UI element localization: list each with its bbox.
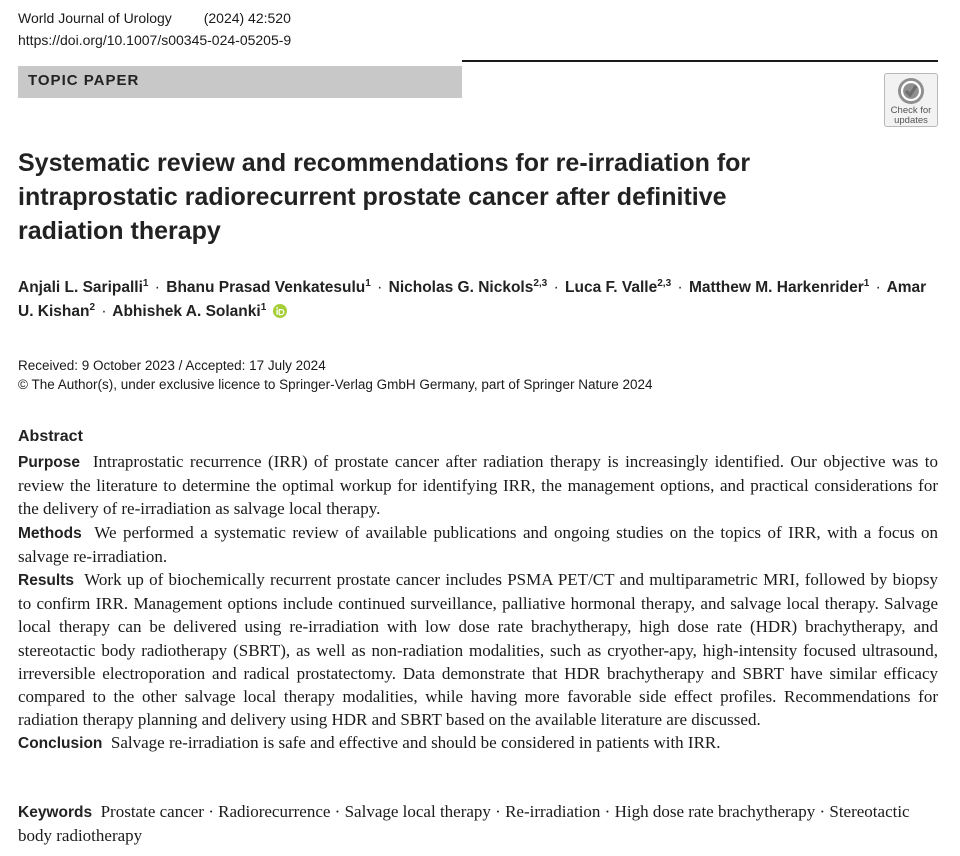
author-affiliation: 2,3 [657, 277, 672, 289]
author-separator: · [553, 279, 559, 296]
author-name[interactable]: Nicholas G. Nickols [388, 279, 534, 296]
author-name[interactable]: Matthew M. Harkenrider [688, 279, 864, 296]
author-separator: · [377, 279, 383, 296]
author-affiliation: 1 [142, 277, 149, 289]
author-affiliation: 2,3 [533, 277, 548, 289]
abstract-body [18, 450, 938, 756]
abstract-methods [18, 521, 938, 568]
author-separator: · [677, 279, 683, 296]
abstract-heading: Abstract [18, 428, 83, 445]
author-affiliation: 2 [89, 301, 96, 313]
author-name[interactable]: Anjali L. Saripalli [18, 279, 143, 296]
abstract-section-text: Work up of biochemically recurrent prostate cancer includes PSMA PET/CT and multiparametric MRI, followed by biopsy to confirm IRR. Management options include continued surveillance, palliative hormonal therapy, and salvage local therapy. Salvage local therapy can be delivered using re-irradiation with low dose rate brachytherapy, high dose rate (HDR) brachytherapy, and stereotactic body radiotherapy (SBRT), as well as non-radiation modalities, such as cryother-apy, high-intensity focused ultrasound, irreversible electroporation and radical prostatectomy. Data demonstrate that HDR brachytherapy and SBRT have similar efficacy compared to the other salvage local therapy modalities, while having more favorable side effect profiles. Recommendations for radiation therapy planning and delivery using HDR and SBRT based on the available literature are discussed. [18, 570, 938, 730]
author-separator: · [154, 279, 160, 296]
article-title: Systematic review and recommendations for re-irradiation for intraprostatic radiorecurrent prostate cancer after definitive radiation therapy [18, 149, 751, 245]
abstract-section-label: Methods [18, 524, 82, 542]
copyright: © The Author(s), under exclusive licence to Springer-Verlag GmbH Germany, part of Springer Nature 2024 [18, 377, 653, 392]
doi-link[interactable]: https://doi.org/10.1007/s00345-024-05205-9 [18, 32, 292, 48]
keywords [18, 800, 938, 847]
journal-volume: (2024) 42:520 [203, 10, 291, 26]
keywords-text: Prostate cancer · Radiorecurrence · Salvage local therapy · Re-irradiation · High dose rate brachytherapy · Stereotactic body radiotherapy [18, 802, 910, 846]
abstract-conclusion [18, 731, 938, 755]
dates: Received: 9 October 2023 / Accepted: 17 July 2024 [18, 358, 326, 373]
check-updates-line2: updates [894, 115, 928, 126]
abstract-results [18, 568, 938, 731]
abstract-section-text: We performed a systematic review of available publications and ongoing studies on the topics of IRR, with a focus on salvage re-irradiation. [18, 522, 938, 566]
author-affiliation: 1 [365, 277, 371, 289]
author-name[interactable]: Abhishek A. Solanki [112, 303, 261, 320]
abstract-section-label: Conclusion [18, 735, 103, 753]
orcid-icon[interactable] [273, 304, 287, 318]
author-affiliation: 1 [863, 277, 870, 289]
topic-label: TOPIC PAPER [18, 66, 462, 98]
author-list [18, 276, 938, 324]
check-updates-icon [897, 77, 925, 105]
check-for-updates-button[interactable] [884, 73, 938, 127]
journal-name: World Journal of Urology [18, 10, 172, 26]
abstract-purpose [18, 450, 938, 521]
keywords-label: Keywords [18, 804, 93, 821]
abstract-section-label: Results [18, 572, 74, 590]
author-name[interactable]: Bhanu Prasad Venkatesulu [166, 279, 366, 296]
author-affiliation: 1 [260, 301, 267, 313]
author-separator: · [101, 303, 107, 320]
abstract-section-text: Salvage re-irradiation is safe and effective and should be considered in patients with IRR. [110, 733, 721, 753]
check-updates-line1: Check for [890, 105, 932, 116]
journal-header [18, 10, 291, 26]
author-separator: · [875, 279, 881, 296]
abstract-section-text: Intraprostatic recurrence (IRR) of prostate cancer after radiation therapy is increasingly identified. Our objective was to review the literature to determine the optimal workup for identifying IRR, the management options, and practical considerations for the delivery of re-irradiation as salvage local therapy. [18, 452, 938, 519]
header-rule [462, 60, 938, 62]
author-name[interactable]: Luca F. Valle [565, 279, 658, 296]
author-name[interactable]: Amar U. Kishan [18, 279, 927, 320]
abstract-section-label: Purpose [18, 454, 81, 471]
